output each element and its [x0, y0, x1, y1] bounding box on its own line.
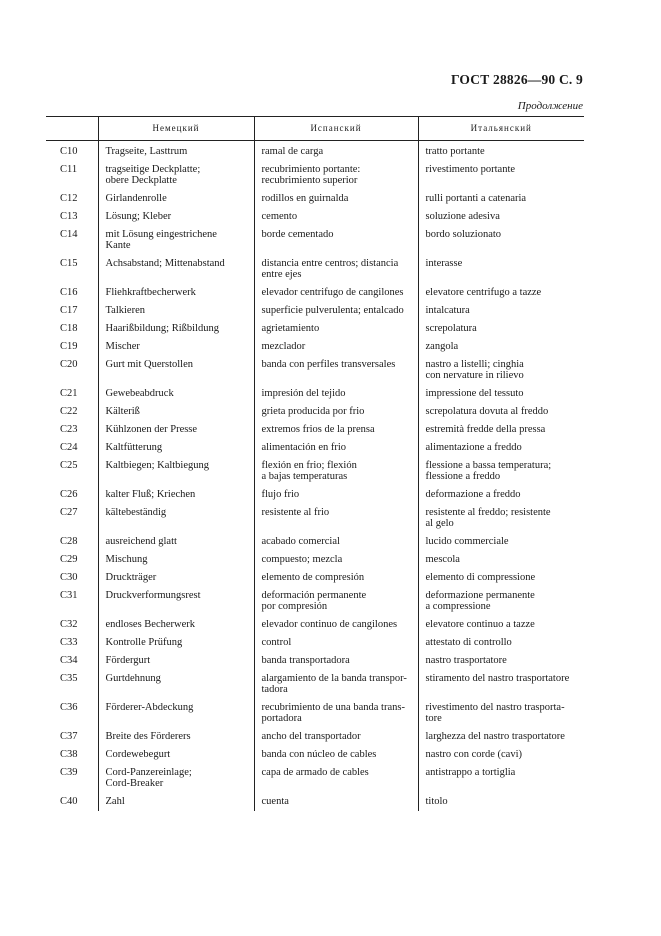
term-italian — [418, 652, 584, 670]
term-italian — [418, 320, 584, 338]
term-code — [46, 403, 98, 421]
term-spanish-text: rodillos en guirnalda — [261, 193, 349, 204]
term-italian — [418, 486, 584, 504]
table-row — [46, 255, 584, 284]
term-italian — [418, 569, 584, 587]
term-spanish-text: mezclador — [261, 341, 306, 352]
term-italian-text: stiramento del nastro trasportatore — [425, 673, 570, 684]
term-spanish — [254, 670, 418, 699]
term-german — [98, 302, 254, 320]
term-code-text: C20 — [60, 359, 78, 370]
term-code — [46, 421, 98, 439]
term-german-text: Förderer-Abdeckung — [105, 702, 194, 713]
term-german-text: kältebeständig — [105, 507, 167, 518]
term-spanish — [254, 652, 418, 670]
table-row — [46, 486, 584, 504]
term-italian — [418, 504, 584, 533]
term-italian — [418, 338, 584, 356]
table-row — [46, 634, 584, 652]
term-italian — [418, 699, 584, 728]
term-german-text: Kaltbiegen; Kaltbiegung — [105, 460, 210, 471]
term-italian-text: alimentazione a freddo — [425, 442, 522, 453]
term-spanish-text: impresión del tejido — [261, 388, 346, 399]
term-spanish — [254, 587, 418, 616]
term-spanish — [254, 504, 418, 533]
term-spanish — [254, 226, 418, 255]
term-spanish — [254, 161, 418, 190]
term-german — [98, 551, 254, 569]
term-spanish — [254, 208, 418, 226]
term-spanish-text: acabado comercial — [261, 536, 340, 547]
term-german — [98, 486, 254, 504]
table-row — [46, 764, 584, 793]
term-italian-text: zangola — [425, 341, 459, 352]
table-header — [46, 117, 584, 141]
term-spanish — [254, 486, 418, 504]
term-code — [46, 746, 98, 764]
table-row — [46, 208, 584, 226]
term-code — [46, 764, 98, 793]
term-german — [98, 699, 254, 728]
term-code — [46, 302, 98, 320]
term-italian — [418, 190, 584, 208]
term-german — [98, 141, 254, 162]
term-german-text: tragseitige Deckplatte; obere Deckplatte — [105, 164, 201, 186]
term-spanish-text: control — [261, 637, 292, 648]
term-spanish-text: distancia entre centros; distancia entre ejes — [261, 258, 399, 280]
term-spanish-text: agrietamiento — [261, 323, 320, 334]
term-german — [98, 533, 254, 551]
term-code-text: C17 — [60, 305, 78, 316]
term-german — [98, 255, 254, 284]
table-row — [46, 533, 584, 551]
term-german — [98, 421, 254, 439]
table-row — [46, 551, 584, 569]
term-code — [46, 356, 98, 385]
term-code — [46, 439, 98, 457]
term-italian — [418, 141, 584, 162]
table-row — [46, 616, 584, 634]
term-italian-text: resistente al freddo; resistente al gelo — [425, 507, 551, 529]
term-italian — [418, 356, 584, 385]
term-spanish-text: recubrimiento portante: recubrimiento superior — [261, 164, 361, 186]
term-code — [46, 699, 98, 728]
term-code — [46, 486, 98, 504]
term-german-text: Druckverformungsrest — [105, 590, 201, 601]
term-code — [46, 226, 98, 255]
term-code-text: C27 — [60, 507, 78, 518]
term-german-text: Girlandenrolle — [105, 193, 167, 204]
table-row — [46, 421, 584, 439]
table-row — [46, 190, 584, 208]
term-code-text: C36 — [60, 702, 78, 713]
table-row — [46, 457, 584, 486]
term-spanish-text: alargamiento de la banda transpor- tadora — [261, 673, 407, 695]
term-spanish — [254, 439, 418, 457]
table-row — [46, 439, 584, 457]
term-german — [98, 587, 254, 616]
term-spanish-text: resistente al frio — [261, 507, 330, 518]
header-code — [46, 117, 98, 141]
term-german — [98, 616, 254, 634]
term-german-text: Kaltfütterung — [105, 442, 163, 453]
term-german — [98, 284, 254, 302]
table-row — [46, 141, 584, 162]
term-german — [98, 320, 254, 338]
term-code-text: C31 — [60, 590, 78, 601]
term-spanish-text: superficie pulverulenta; entalcado — [261, 305, 404, 316]
term-code-text: C38 — [60, 749, 78, 760]
term-code-text: C37 — [60, 731, 78, 742]
term-spanish-text: grieta producida por frio — [261, 406, 365, 417]
term-spanish — [254, 338, 418, 356]
term-code — [46, 320, 98, 338]
term-italian — [418, 746, 584, 764]
term-german — [98, 356, 254, 385]
table-row — [46, 320, 584, 338]
header-german: Немецкий — [98, 117, 254, 141]
table-row — [46, 587, 584, 616]
term-italian-text: rivestimento del nastro trasporta- tore — [425, 702, 565, 724]
term-german — [98, 652, 254, 670]
term-italian-text: impressione del tessuto — [425, 388, 524, 399]
term-german-text: Kontrolle Prüfung — [105, 637, 183, 648]
term-code-text: C25 — [60, 460, 78, 471]
table-row — [46, 302, 584, 320]
term-german-text: Achsabstand; Mittenabstand — [105, 258, 225, 269]
term-italian-text: rivestimento portante — [425, 164, 516, 175]
term-german-text: Talkieren — [105, 305, 145, 316]
term-code-text: C23 — [60, 424, 78, 435]
term-german-text: Gewebeabdruck — [105, 388, 174, 399]
term-italian-text: rulli portanti a catenaria — [425, 193, 527, 204]
term-spanish — [254, 284, 418, 302]
term-italian — [418, 634, 584, 652]
table-body — [46, 141, 584, 812]
term-spanish — [254, 728, 418, 746]
table-row — [46, 403, 584, 421]
term-spanish — [254, 302, 418, 320]
term-german — [98, 190, 254, 208]
term-code-text: C14 — [60, 229, 78, 240]
table-row — [46, 161, 584, 190]
term-german — [98, 403, 254, 421]
term-german-text: Fördergurt — [105, 655, 151, 666]
term-spanish — [254, 533, 418, 551]
table-row — [46, 338, 584, 356]
term-italian — [418, 208, 584, 226]
term-code-text: C19 — [60, 341, 78, 352]
term-spanish-text: flexión en frio; flexión a bajas temperaturas — [261, 460, 357, 482]
term-italian-text: mescola — [425, 554, 460, 565]
term-spanish-text: elevador centrifugo de cangilones — [261, 287, 404, 298]
table-row — [46, 793, 584, 811]
term-spanish-text: deformación permanente por compresión — [261, 590, 367, 612]
term-spanish — [254, 190, 418, 208]
term-italian — [418, 457, 584, 486]
term-spanish — [254, 255, 418, 284]
term-code — [46, 728, 98, 746]
term-german — [98, 439, 254, 457]
term-spanish — [254, 634, 418, 652]
term-code-text: C10 — [60, 146, 78, 157]
table-row — [46, 670, 584, 699]
table-row — [46, 226, 584, 255]
term-italian — [418, 670, 584, 699]
term-german — [98, 764, 254, 793]
term-german-text: mit Lösung eingestrichene Kante — [105, 229, 217, 251]
header-spanish: Испанский — [254, 117, 418, 141]
term-code-text: C11 — [60, 164, 78, 175]
table-row — [46, 385, 584, 403]
term-code — [46, 457, 98, 486]
term-italian — [418, 385, 584, 403]
term-italian-text: elevatore centrifugo a tazze — [425, 287, 542, 298]
term-code — [46, 793, 98, 811]
term-code-text: C18 — [60, 323, 78, 334]
term-german — [98, 504, 254, 533]
term-italian-text: intalcatura — [425, 305, 470, 316]
term-italian-text: antistrappo a tortiglia — [425, 767, 516, 778]
term-italian-text: nastro a listelli; cinghia con nervature in rilievo — [425, 359, 524, 381]
term-german — [98, 670, 254, 699]
term-code-text: C12 — [60, 193, 78, 204]
term-italian-text: flessione a bassa temperatura; flessione a freddo — [425, 460, 552, 482]
term-spanish-text: ramal de carga — [261, 146, 324, 157]
term-italian-text: estremità fredde della pressa — [425, 424, 546, 435]
term-italian-text: screpolatura dovuta al freddo — [425, 406, 549, 417]
term-italian-text: attestato di controllo — [425, 637, 512, 648]
term-spanish — [254, 746, 418, 764]
term-german — [98, 161, 254, 190]
term-code-text: C15 — [60, 258, 78, 269]
term-code — [46, 533, 98, 551]
term-code-text: C30 — [60, 572, 78, 583]
term-german-text: Mischung — [105, 554, 148, 565]
term-spanish-text: banda con perfiles transversales — [261, 359, 396, 370]
term-spanish-text: alimentación en frio — [261, 442, 347, 453]
term-italian-text: deformazione a freddo — [425, 489, 521, 500]
term-italian — [418, 421, 584, 439]
term-code — [46, 338, 98, 356]
term-german-text: Cord-Panzereinlage; Cord-Breaker — [105, 767, 192, 789]
term-spanish-text: cemento — [261, 211, 298, 222]
term-german-text: Gurt mit Querstollen — [105, 359, 193, 370]
term-german-text: Haarißbildung; Rißbildung — [105, 323, 219, 334]
term-italian — [418, 302, 584, 320]
term-spanish-text: flujo frio — [261, 489, 300, 500]
term-code — [46, 551, 98, 569]
term-spanish-text: extremos frios de la prensa — [261, 424, 375, 435]
term-code — [46, 190, 98, 208]
term-italian-text: elemento di compressione — [425, 572, 536, 583]
term-code — [46, 208, 98, 226]
term-german-text: Cordewebegurt — [105, 749, 171, 760]
term-code-text: C26 — [60, 489, 78, 500]
terminology-table — [46, 116, 584, 811]
page-header: ГОСТ 28826—90 С. 9 — [450, 72, 583, 87]
term-code-text: C22 — [60, 406, 78, 417]
term-italian-text: larghezza del nastro trasportatore — [425, 731, 565, 742]
term-german-text: Fliehkraftbecherwerk — [105, 287, 196, 298]
term-spanish-text: banda transportadora — [261, 655, 350, 666]
term-italian — [418, 616, 584, 634]
table-row — [46, 504, 584, 533]
term-code-text: C34 — [60, 655, 78, 666]
term-german-text: Gurtdehnung — [105, 673, 161, 684]
term-code-text: C24 — [60, 442, 78, 453]
term-german — [98, 793, 254, 811]
term-italian — [418, 161, 584, 190]
table-row — [46, 569, 584, 587]
term-german-text: Lösung; Kleber — [105, 211, 172, 222]
term-spanish — [254, 569, 418, 587]
term-german-text: endloses Becherwerk — [105, 619, 196, 630]
table-row — [46, 728, 584, 746]
term-spanish-text: banda con núcleo de cables — [261, 749, 377, 760]
term-german — [98, 208, 254, 226]
term-italian — [418, 403, 584, 421]
term-italian-text: deformazione permanente a compressione — [425, 590, 535, 612]
term-spanish — [254, 421, 418, 439]
term-code-text: C32 — [60, 619, 78, 630]
term-spanish — [254, 457, 418, 486]
term-italian-text: titolo — [425, 796, 448, 807]
term-code-text: C33 — [60, 637, 78, 648]
term-german — [98, 385, 254, 403]
term-spanish — [254, 764, 418, 793]
term-italian-text: bordo soluzionato — [425, 229, 502, 240]
term-german-text: Tragseite, Lasttrum — [105, 146, 188, 157]
term-german-text: Breite des Förderers — [105, 731, 191, 742]
term-spanish — [254, 793, 418, 811]
term-spanish-text: cuenta — [261, 796, 289, 807]
term-italian — [418, 533, 584, 551]
term-italian — [418, 551, 584, 569]
term-spanish — [254, 141, 418, 162]
term-code — [46, 161, 98, 190]
term-german-text: Mischer — [105, 341, 140, 352]
term-spanish — [254, 320, 418, 338]
continuation-label: Продолжение — [517, 100, 583, 112]
table-row — [46, 746, 584, 764]
term-italian-text: screpolatura — [425, 323, 477, 334]
term-code-text: C39 — [60, 767, 78, 778]
term-code — [46, 587, 98, 616]
term-spanish-text: borde cementado — [261, 229, 334, 240]
term-italian-text: lucido commerciale — [425, 536, 509, 547]
term-italian — [418, 728, 584, 746]
term-german — [98, 226, 254, 255]
term-code-text: C40 — [60, 796, 78, 807]
term-german-text: kalter Fluß; Kriechen — [105, 489, 196, 500]
term-italian — [418, 226, 584, 255]
term-italian-text: soluzione adesiva — [425, 211, 500, 222]
term-italian — [418, 439, 584, 457]
term-code — [46, 284, 98, 302]
term-spanish — [254, 699, 418, 728]
term-spanish — [254, 385, 418, 403]
term-italian-text: tratto portante — [425, 146, 485, 157]
term-italian — [418, 587, 584, 616]
table-row — [46, 284, 584, 302]
term-code — [46, 634, 98, 652]
term-italian-text: interasse — [425, 258, 463, 269]
term-italian-text: elevatore continuo a tazze — [425, 619, 535, 630]
term-code-text: C35 — [60, 673, 78, 684]
term-code — [46, 385, 98, 403]
term-german — [98, 728, 254, 746]
term-german-text: Druckträger — [105, 572, 157, 583]
term-italian — [418, 793, 584, 811]
term-code — [46, 569, 98, 587]
term-code-text: C16 — [60, 287, 78, 298]
term-italian — [418, 764, 584, 793]
term-code — [46, 616, 98, 634]
term-spanish-text: recubrimiento de una banda trans- portadora — [261, 702, 405, 724]
term-spanish — [254, 616, 418, 634]
term-spanish — [254, 356, 418, 385]
term-spanish-text: elemento de compresión — [261, 572, 365, 583]
term-german-text: Zahl — [105, 796, 125, 807]
term-code — [46, 652, 98, 670]
term-german — [98, 746, 254, 764]
table-row — [46, 699, 584, 728]
term-spanish — [254, 403, 418, 421]
term-code-text: C13 — [60, 211, 78, 222]
term-code-text: C21 — [60, 388, 78, 399]
term-spanish-text: ancho del transportador — [261, 731, 361, 742]
term-code — [46, 255, 98, 284]
term-german — [98, 338, 254, 356]
table-row — [46, 652, 584, 670]
term-german-text: ausreichend glatt — [105, 536, 177, 547]
term-code-text: C29 — [60, 554, 78, 565]
term-spanish — [254, 551, 418, 569]
table-row — [46, 356, 584, 385]
term-italian — [418, 284, 584, 302]
term-italian — [418, 255, 584, 284]
term-german — [98, 634, 254, 652]
term-code — [46, 670, 98, 699]
term-italian-text: nastro con corde (cavi) — [425, 749, 522, 760]
term-german — [98, 569, 254, 587]
header-italian: Итальянский — [418, 117, 584, 141]
term-german — [98, 457, 254, 486]
term-spanish-text: capa de armado de cables — [261, 767, 369, 778]
term-german-text: Kälteriß — [105, 406, 140, 417]
term-spanish-text: compuesto; mezcla — [261, 554, 343, 565]
term-code-text: C28 — [60, 536, 78, 547]
term-german-text: Kühlzonen der Presse — [105, 424, 198, 435]
term-code — [46, 141, 98, 162]
term-spanish-text: elevador continuo de cangilones — [261, 619, 398, 630]
term-italian-text: nastro trasportatore — [425, 655, 507, 666]
term-code — [46, 504, 98, 533]
